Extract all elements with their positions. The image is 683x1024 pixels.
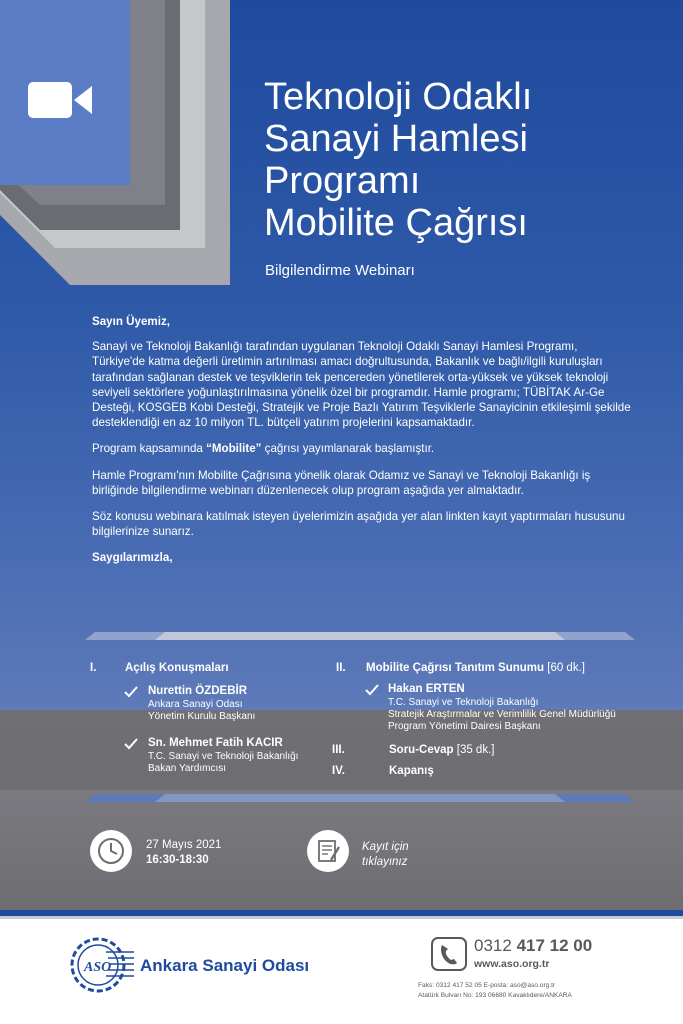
title-line-1: Teknoloji Odaklı — [264, 76, 533, 118]
title-line-4: Mobilite Çağrısı — [264, 202, 528, 244]
speaker-3-line-1: T.C. Sanayi ve Teknoloji Bakanlığı — [388, 697, 539, 708]
agenda-num-i: I. — [90, 662, 97, 674]
address-line: Atatürk Bulvarı No: 193 06680 Kavaklıdere/ANKARA — [418, 992, 572, 999]
greeting: Sayın Üyemiz, — [92, 315, 170, 328]
footer-stripe-light — [0, 916, 683, 919]
clock-icon — [90, 830, 132, 872]
closing: Saygılarımızla, — [92, 551, 173, 565]
agenda-title-i: Açılış Konuşmaları — [125, 662, 229, 674]
speaker-2-name: Sn. Mehmet Fatih KACIR — [148, 737, 283, 749]
fax-email-line: Faks: 0312 417 52 05 E-posta: aso@aso.org.tr — [418, 982, 556, 989]
agenda-title-iv: Kapanış — [389, 765, 434, 777]
paragraph-3: Hamle Programı'nın Mobilite Çağrısına yönelik olarak Odamız ve Sanayi ve Teknoloji Bakanlığı iş birliğinde bilgilendirme webinarı düzenlenecek olup program aşağıda yer almaktadır. — [92, 468, 591, 497]
agenda-num-ii: II. — [336, 662, 346, 674]
paragraph-2-post: çağrısı yayımlanarak başlamıştır. — [261, 442, 435, 456]
org-name: Ankara Sanayi Odası — [140, 956, 310, 975]
agenda-title-iii-text: Soru-Cevap — [389, 744, 454, 756]
phone-icon — [431, 937, 467, 971]
phone-number[interactable] — [474, 936, 592, 956]
paragraph-1: Sanayi ve Teknoloji Bakanlığı tarafından uygulanan Teknoloji Odaklı Sanayi Hamlesi Programı, Türkiye'de katma değerli üretimin artırılması amacı doğrultusunda, Bakanlık ve bağlı/ilgili kuruluşları tarafından sağlanan destek ve teşviklerin tek pencereden yönetilerek orta-yüksek ve yüksek teknoloji seviyeli sektörlere yoğunlaştırılmasına yönelik özel bir programdır. Hamle programı; TÜBİTAK Ar-Ge Desteği, KOSGEB Kobi Desteği, Stratejik ve Proje Bazlı Yatırım Teşviklerle Sanayicinin etkileşimli şekilde desteklendiği en az 10 milyon TL. bütçeli yatırım projelerini kapsamaktadır. — [92, 340, 631, 430]
footer — [0, 910, 683, 1024]
register-link-line-1[interactable]: Kayıt için — [362, 841, 409, 853]
speaker-1-line-1: Ankara Sanayi Odası — [148, 699, 243, 710]
speaker-1-name: Nurettin ÖZDEBİR — [148, 685, 248, 697]
speaker-3-name: Hakan ERTEN — [388, 683, 465, 695]
phone-prefix: 0312 — [474, 936, 512, 955]
mobilite-bold: “Mobilite” — [206, 442, 262, 456]
speaker-2-line-2: Bakan Yardımcısı — [148, 763, 226, 774]
agenda-duration-iii: [35 dk.] — [456, 744, 495, 756]
agenda-duration-ii: [60 dk.] — [547, 662, 585, 674]
register-link-line-2[interactable]: tıklayınız — [362, 856, 408, 868]
speaker-2-line-1: T.C. Sanayi ve Teknoloji Bakanlığı — [148, 751, 299, 762]
speaker-3-line-3: Program Yönetimi Dairesi Başkanı — [388, 721, 541, 732]
speaker-3-line-2: Stratejik Araştırmalar ve Verimlilik Genel Müdürlüğü — [388, 709, 616, 720]
phone-main: 417 12 00 — [516, 936, 593, 955]
subtitle: Bilgilendirme Webinarı — [265, 262, 415, 279]
check-icon — [365, 684, 379, 696]
event-date: 27 Mayıs 2021 — [146, 839, 222, 851]
website-link[interactable]: www.aso.org.tr — [474, 958, 550, 970]
agenda-num-iv: IV. — [332, 765, 346, 777]
agenda-title-ii-text: Mobilite Çağrısı Tanıtım Sunumu — [366, 662, 545, 674]
aso-gear-logo — [66, 934, 136, 996]
form-pencil-icon[interactable] — [307, 830, 349, 872]
event-time: 16:30-18:30 — [146, 854, 209, 866]
check-icon — [124, 738, 138, 750]
agenda-title-iii — [389, 744, 494, 756]
speaker-1-line-2: Yönetim Kurulu Başkanı — [148, 711, 256, 722]
check-icon — [124, 686, 138, 698]
paragraph-2-pre: Program kapsamında — [92, 442, 207, 456]
title-line-3: Programı — [264, 160, 421, 202]
agenda-num-iii: III. — [332, 744, 345, 756]
agenda-title-ii — [366, 662, 585, 674]
title-line-2: Sanayi Hamlesi — [264, 118, 528, 160]
paragraph-4: Söz konusu webinara katılmak isteyen üyelerimizin aşağıda yer alan linkten kayıt yaptırmaları hususunu bilgilerinize sunarız. — [92, 510, 625, 539]
aso-logo-text: ASO — [84, 960, 112, 975]
